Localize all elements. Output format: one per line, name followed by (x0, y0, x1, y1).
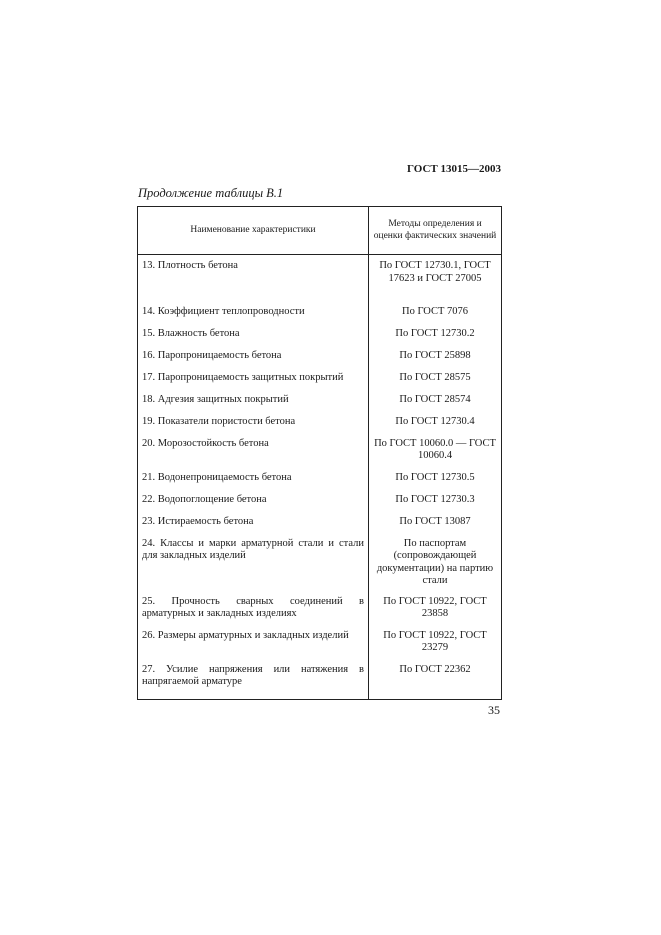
row-method: По ГОСТ 10922, ГОСТ 23858 (369, 590, 502, 624)
row-method: По ГОСТ 12730.4 (369, 410, 502, 432)
table-row (138, 532, 502, 590)
row-name: 14. Коэффициент теплопроводности (138, 300, 369, 322)
row-name: 23. Истираемость бетона (138, 510, 369, 532)
row-name: 27. Усилие напряжения или натяжения в напрягаемой арматуре (138, 658, 369, 700)
table-row (138, 410, 502, 432)
row-name: 22. Водопоглощение бетона (138, 488, 369, 510)
table-row (138, 590, 502, 624)
row-name: 25. Прочность сварных соединений в арматурных и закладных изделиях (138, 590, 369, 624)
row-method: По ГОСТ 12730.1, ГОСТ 17623 и ГОСТ 27005 (369, 255, 502, 300)
column-header-characteristic: Наименование характеристики (138, 207, 369, 255)
table-row (138, 510, 502, 532)
row-method: По ГОСТ 13087 (369, 510, 502, 532)
row-method: По ГОСТ 22362 (369, 658, 502, 700)
table-caption: Продолжение таблицы В.1 (138, 186, 284, 200)
table-row (138, 658, 502, 700)
row-name: 17. Паропроницаемость защитных покрытий (138, 366, 369, 388)
table-row (138, 366, 502, 388)
row-name: 21. Водонепроницаемость бетона (138, 466, 369, 488)
row-name: 15. Влажность бетона (138, 322, 369, 344)
table-row (138, 255, 502, 300)
row-name: 13. Плотность бетона (138, 255, 369, 300)
table-row (138, 432, 502, 466)
row-name: 19. Показатели пористости бетона (138, 410, 369, 432)
row-name: 24. Классы и марки арматурной стали и стали для закладных изделий (138, 532, 369, 590)
row-method: По ГОСТ 10922, ГОСТ 23279 (369, 624, 502, 658)
table-row (138, 388, 502, 410)
row-method: По ГОСТ 12730.2 (369, 322, 502, 344)
row-method: По ГОСТ 12730.5 (369, 466, 502, 488)
row-method: По ГОСТ 12730.3 (369, 488, 502, 510)
row-method: По ГОСТ 10060.0 — ГОСТ 10060.4 (369, 432, 502, 466)
page-number: 35 (488, 703, 500, 717)
row-name: 20. Морозостойкость бетона (138, 432, 369, 466)
row-method: По ГОСТ 25898 (369, 344, 502, 366)
table-row (138, 488, 502, 510)
table-header-row (138, 207, 502, 255)
row-name: 18. Адгезия защитных покрытий (138, 388, 369, 410)
standard-code: ГОСТ 13015—2003 (407, 163, 501, 175)
characteristics-table (137, 206, 502, 700)
column-header-method: Методы определения и оценки фактических значений (369, 207, 502, 255)
row-name: 26. Размеры арматурных и закладных изделий (138, 624, 369, 658)
table-row (138, 344, 502, 366)
table-row (138, 624, 502, 658)
row-method: По ГОСТ 7076 (369, 300, 502, 322)
table-row (138, 322, 502, 344)
table-row (138, 466, 502, 488)
row-name: 16. Паропроницаемость бетона (138, 344, 369, 366)
row-method: По ГОСТ 28575 (369, 366, 502, 388)
row-method: По паспортам (сопровождающей документации) на партию стали (369, 532, 502, 590)
table-row (138, 300, 502, 322)
row-method: По ГОСТ 28574 (369, 388, 502, 410)
